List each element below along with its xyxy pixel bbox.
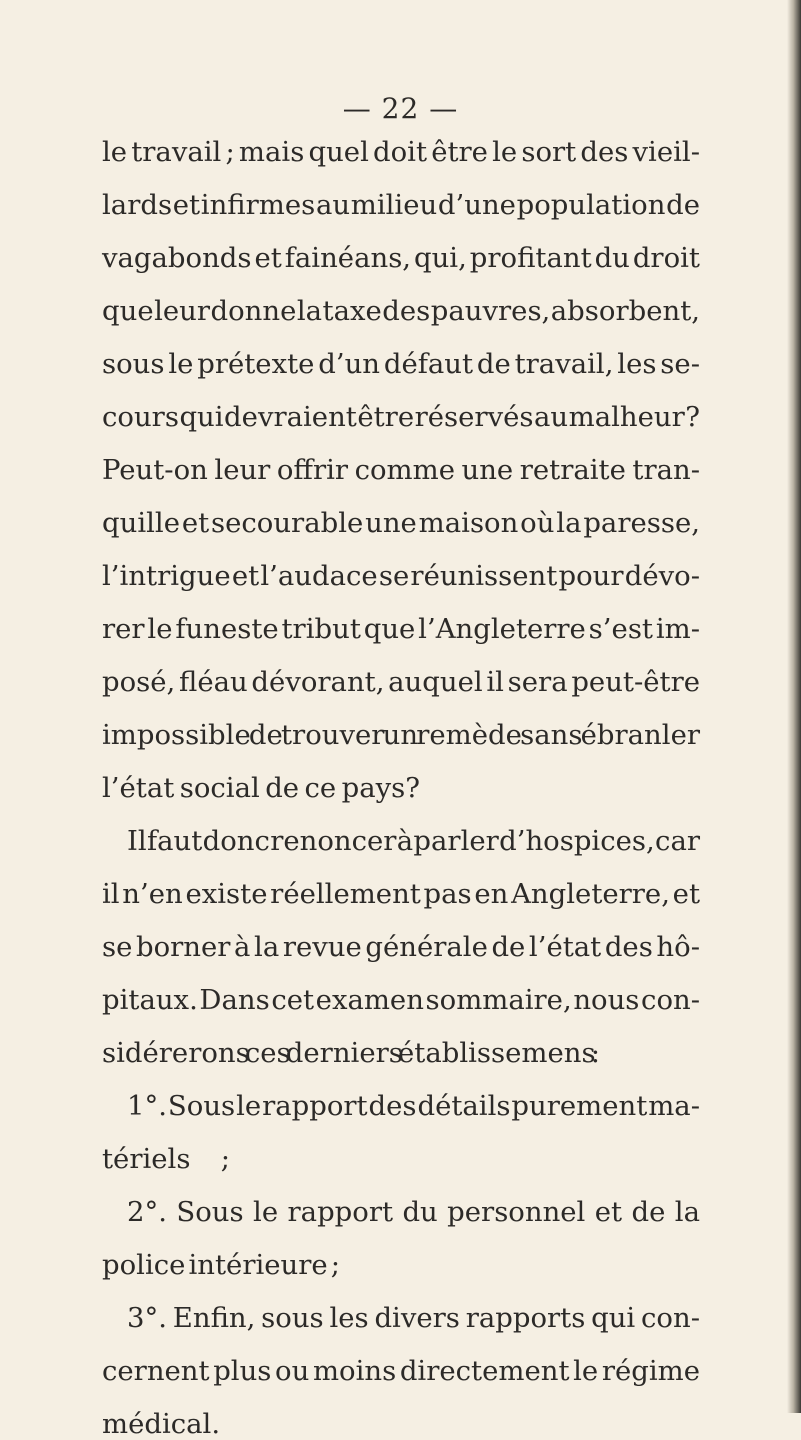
text-line: Il faut donc renoncer à parler d’hospices, car [127, 825, 700, 857]
text-line: 2°. Sous le rapport du personnel et de la [127, 1196, 700, 1228]
text-line: vagabonds et fainéans, qui, profitant du droit [102, 242, 700, 274]
text-line: médical. [102, 1408, 221, 1440]
text-line: police intérieure ; [102, 1249, 340, 1281]
text-line: l’état social de ce pays? [102, 772, 420, 804]
text-line: 1°. Sous le rapport des détails purement ma- [127, 1090, 700, 1122]
text-line: cernent plus ou moins directement le régime [102, 1355, 700, 1387]
text-line: posé, fléau dévorant, auquel il sera peut-être [102, 666, 700, 698]
text-line: l’intrigue et l’audace se réunissent pour dévo- [102, 560, 700, 592]
page-number: — 22 — [342, 92, 459, 125]
text-line: il n’en existe réellement pas en Angleterre, et [102, 878, 700, 910]
text-line: rer le funeste tribut que l’Angleterre s’est im- [102, 613, 700, 645]
text-line: se borner à la revue générale de l’état des hô- [102, 931, 700, 963]
text-line: quille et secourable une maison où la paresse, [102, 507, 700, 539]
text-line: tériels ; [102, 1143, 230, 1175]
text-line: Peut-on leur offrir comme une retraite tran- [102, 454, 700, 486]
text-line: sous le prétexte d’un défaut de travail, les se- [102, 348, 700, 380]
text-line: que leur donne la taxe des pauvres, absorbent, [102, 295, 700, 327]
page-edge-shadow [787, 0, 801, 1413]
text-line: pitaux. Dans cet examen sommaire, nous con- [102, 984, 700, 1016]
text-line: cours qui devraient être réservés au malheur ? [102, 401, 700, 433]
text-line: le travail ; mais quel doit être le sort des vieil- [102, 136, 700, 168]
text-line: lards et infirmes au milieu d’une population de [102, 189, 700, 221]
text-line: impossible de trouver un remède sans ébranler [102, 719, 700, 751]
text-line: sidérerons ces derniers établissemens : [102, 1037, 600, 1069]
text-line: 3°. Enfin, sous les divers rapports qui con- [127, 1302, 700, 1334]
